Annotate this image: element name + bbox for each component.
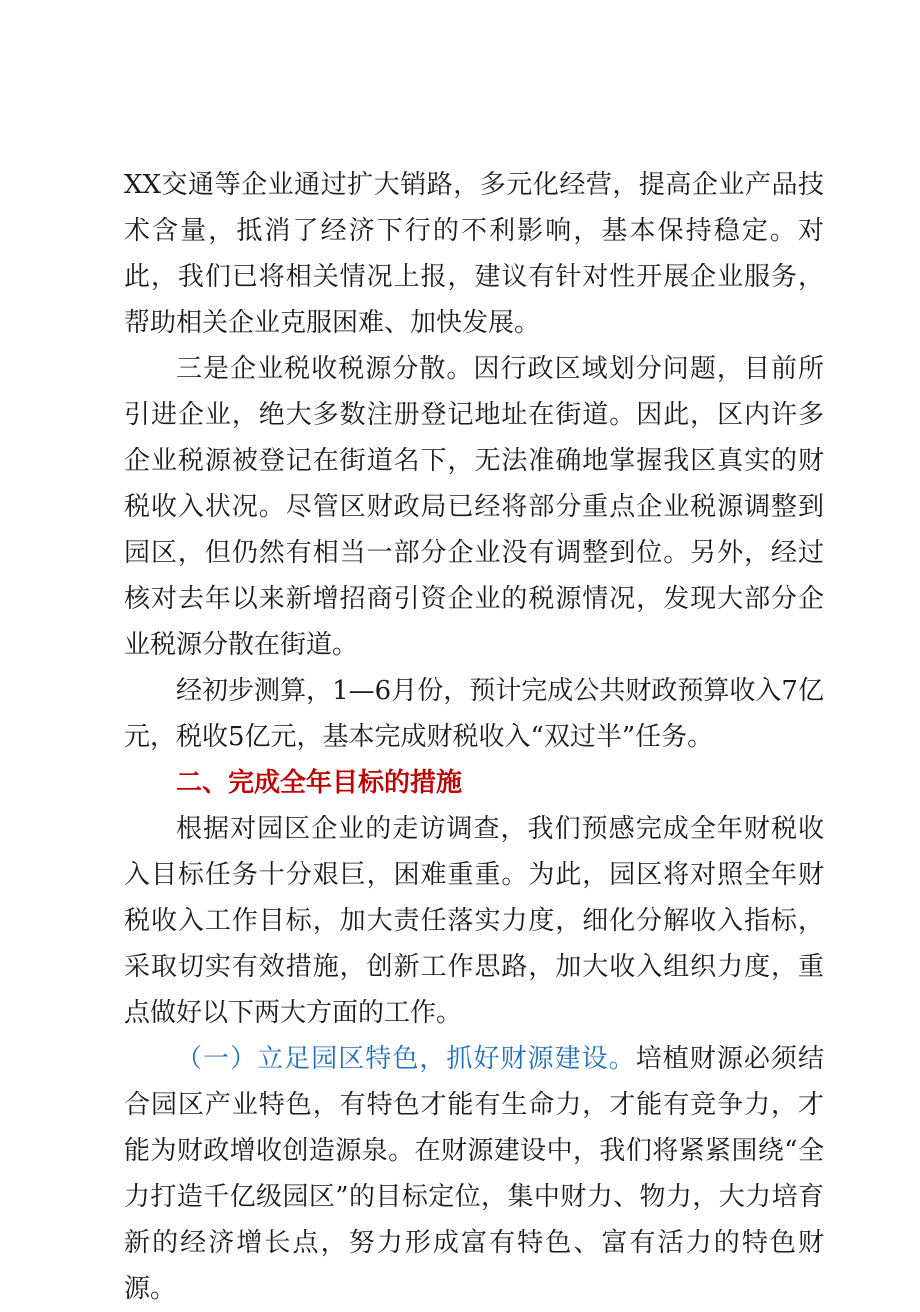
paragraph-financial-source	[124, 1036, 824, 1312]
document-body	[124, 162, 824, 1312]
section-heading-measures: 二、完成全年目标的措施	[176, 768, 463, 798]
subheading-park-features: （一）立足园区特色，抓好财源建设。	[176, 1044, 636, 1074]
paragraph-survey: 根据对园区企业的走访调查，我们预感完成全年财税收入目标任务十分艰巨，困难重重。为此，园区将对照全年财税收入工作目标，加大责任落实力度，细化分解收入指标，采取切实有效措施，创新工作思路，加大收入组织力度，重点做好以下两大方面的工作。	[124, 814, 824, 1028]
paragraph-estimate: 经初步测算，1—6月份，预计完成公共财政预算收入7亿元，税收5亿元，基本完成财税收入“双过半”任务。	[124, 676, 824, 752]
paragraph-continuation: XX交通等企业通过扩大销路，多元化经营，提高企业产品技术含量，抵消了经济下行的不利影响，基本保持稳定。对此，我们已将相关情况上报，建议有针对性开展企业服务，帮助相关企业克服困难、加快发展。	[124, 170, 824, 338]
paragraph-financial-source-body: 培植财源必须结合园区产业特色，有特色才能有生命力，才能有竞争力，才能为财政增收创造源泉。在财源建设中，我们将紧紧围绕“全力打造千亿级园区”的目标定位，集中财力、物力，大力培育新的经济增长点，努力形成富有特色、富有活力的特色财源。	[124, 1044, 824, 1304]
paragraph-tax-source: 三是企业税收税源分散。因行政区域划分问题，目前所引进企业，绝大多数注册登记地址在街道。因此，区内许多企业税源被登记在街道名下，无法准确地掌握我区真实的财税收入状况。尽管区财政局已经将部分重点企业税源调整到园区，但仍然有相当一部分企业没有调整到位。另外，经过核对去年以来新增招商引资企业的税源情况，发现大部分企业税源分散在街道。	[124, 354, 824, 660]
